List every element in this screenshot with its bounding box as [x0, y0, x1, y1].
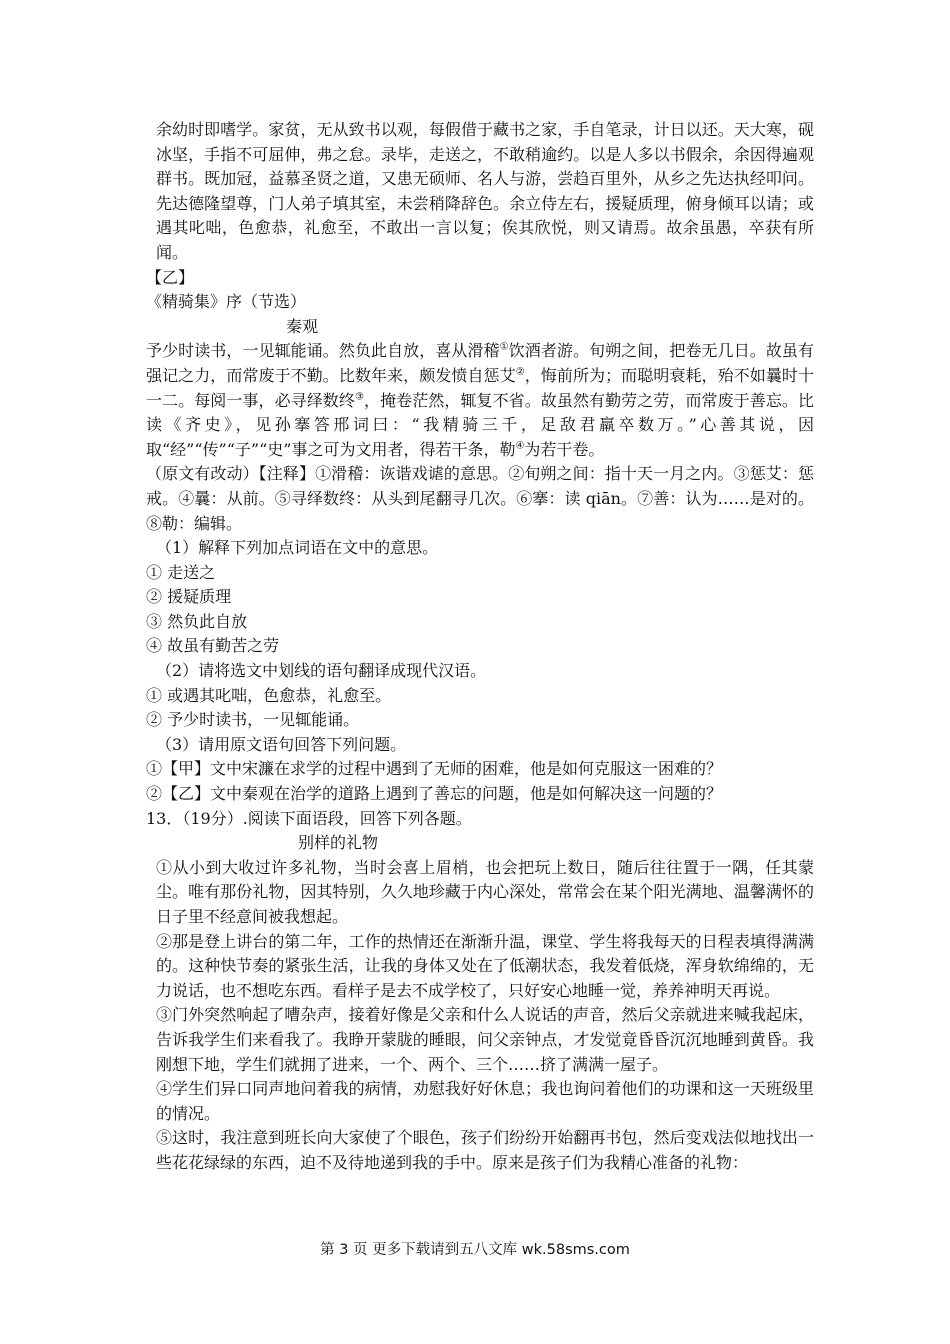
yi-label: 【乙】 — [146, 267, 195, 287]
story-paragraph: ④学生们异口同声地问着我的病情，劝慰我好好休息；我也询问着他们的功课和这一天班级里的情况。 — [156, 1079, 814, 1123]
yi-passage — [146, 339, 814, 462]
question-2-item: ② 予少时读书，一见辄能诵。 — [146, 710, 360, 730]
yi-author: 秦观 — [286, 316, 319, 336]
footnote-marker: ① — [499, 342, 509, 354]
yi-title: 《精骑集》序（节选） — [146, 292, 307, 312]
annotation-notes: （原文有改动）【注释】①滑稽：诙谐戏谑的意思。②旬朔之间：指十天一月之内。③惩艾：惩戒。④曩：从前。⑤寻绎数终：从头到尾翻寻几次。⑥搴：读 qiān。⑦善：认为……是对的。⑧勒：编辑。 — [146, 464, 814, 533]
footnote-marker: ③ — [354, 391, 364, 403]
question-3-item: ①【甲】文中宋濂在求学的过程中遇到了无师的困难，他是如何克服这一困难的？ — [146, 759, 723, 779]
document-body — [146, 118, 814, 1176]
footnote-marker: ② — [515, 366, 525, 378]
question-1-item: ③ 然负此自放 — [146, 611, 248, 631]
yi-text-segment: 为若干卷。 — [524, 439, 605, 459]
question-13-stem: 13．（19分）.阅读下面语段，回答下列各题。 — [146, 808, 472, 828]
jia-passage: 余幼时即嗜学。家贫，无从致书以观，每假借于藏书之家，手自笔录，计日以还。天大寒，砚冰坚，手指不可屈伸，弗之怠。录毕，走送之，不敢稍逾约。以是人多以书假余，余因得遍观群书。既加冠，益慕圣贤之道，又患无硕师、名人与游，尝趋百里外，从乡之先达执经叩问。先达德隆望尊，门人弟子填其室，未尝稍降辞色。余立侍左右，援疑质理，俯身倾耳以请；或遇其叱咄，色愈恭，礼愈至，不敢出一言以复；俟其欣悦，则又请焉。故余虽愚，卒获有所闻。 — [156, 120, 814, 262]
question-1-item: ④ 故虽有勤苦之劳 — [146, 636, 280, 656]
question-1-stem: （1）解释下列加点词语在文中的意思。 — [156, 538, 439, 558]
yi-text-segment: ，悔前所为；而聪明衰耗，殆不如曩时十一二。每阅一事，必寻绎数终 — [146, 365, 814, 410]
story-paragraph: ②那是登上讲台的第二年，工作的热情还在渐渐升温，课堂、学生将我每天的日程表填得满满的。这种快节奏的紧张生活，让我的身体又处在了低潮状态，我发着低烧，浑身软绵绵的，无力说话，也不想吃东西。看样子是去不成学校了，只好安心地睡一觉，养养神明天再说。 — [156, 931, 814, 1000]
footnote-marker: ④ — [515, 440, 525, 452]
question-1-item: ① 走送之 — [146, 562, 216, 582]
question-2-stem: （2）请将选文中划线的语句翻译成现代汉语。 — [156, 661, 487, 681]
yi-text-segment: 予少时读书，一见辄能诵。然负此自放，喜从滑稽 — [146, 341, 500, 361]
page-footer: 第 3 页 更多下载请到五八文库 wk.58sms.com — [320, 1242, 630, 1258]
story-title: 别样的礼物 — [298, 833, 379, 853]
yi-text-segment: ，掩卷茫然，辄复不省。故虽然有勤劳之劳，而常废于善忘。比读《齐史》，见孙搴答邢词曰：“我精骑三千，足敌君羸卒数万。”心善其说，因取“经”“传”“子”“史”事之可为文用者，得若干条，勒 — [146, 390, 814, 459]
story-paragraph: ③门外突然响起了嘈杂声，接着好像是父亲和什么人说话的声音，然后父亲就进来喊我起床，告诉我学生们来看我了。我睁开蒙胧的睡眼，问父亲钟点，才发觉竟昏昏沉沉地睡到黄昏。我刚想下地，学生们就拥了进来，一个、两个、三个……挤了满满一屋子。 — [156, 1005, 814, 1074]
question-3-item: ②【乙】文中秦观在治学的道路上遇到了善忘的问题，他是如何解决这一问题的？ — [146, 784, 723, 804]
yi-text-segment: 饮酒者游。旬朔之间，把卷无几日。故虽有强记之力，而常废于不勤。比数年来，颇发愤自惩艾 — [146, 341, 814, 385]
question-3-stem: （3）请用原文语句回答下列问题。 — [156, 734, 407, 754]
question-2-item: ① 或遇其叱咄，色愈恭，礼愈至。 — [146, 685, 392, 705]
story-paragraph: ①从小到大收过许多礼物，当时会喜上眉梢，也会把玩上数日，随后往往置于一隅，任其蒙尘。唯有那份礼物，因其特别，久久地珍藏于内心深处，常常会在某个阳光满地、温馨满怀的日子里不经意间被我想起。 — [156, 857, 814, 926]
story-paragraph: ⑤这时，我注意到班长向大家使了个眼色，孩子们纷纷开始翻再书包，然后变戏法似地找出一些花花绿绿的东西，迫不及待地递到我的手中。原来是孩子们为我精心准备的礼物： — [156, 1128, 814, 1172]
question-1-item: ② 援疑质理 — [146, 587, 232, 607]
